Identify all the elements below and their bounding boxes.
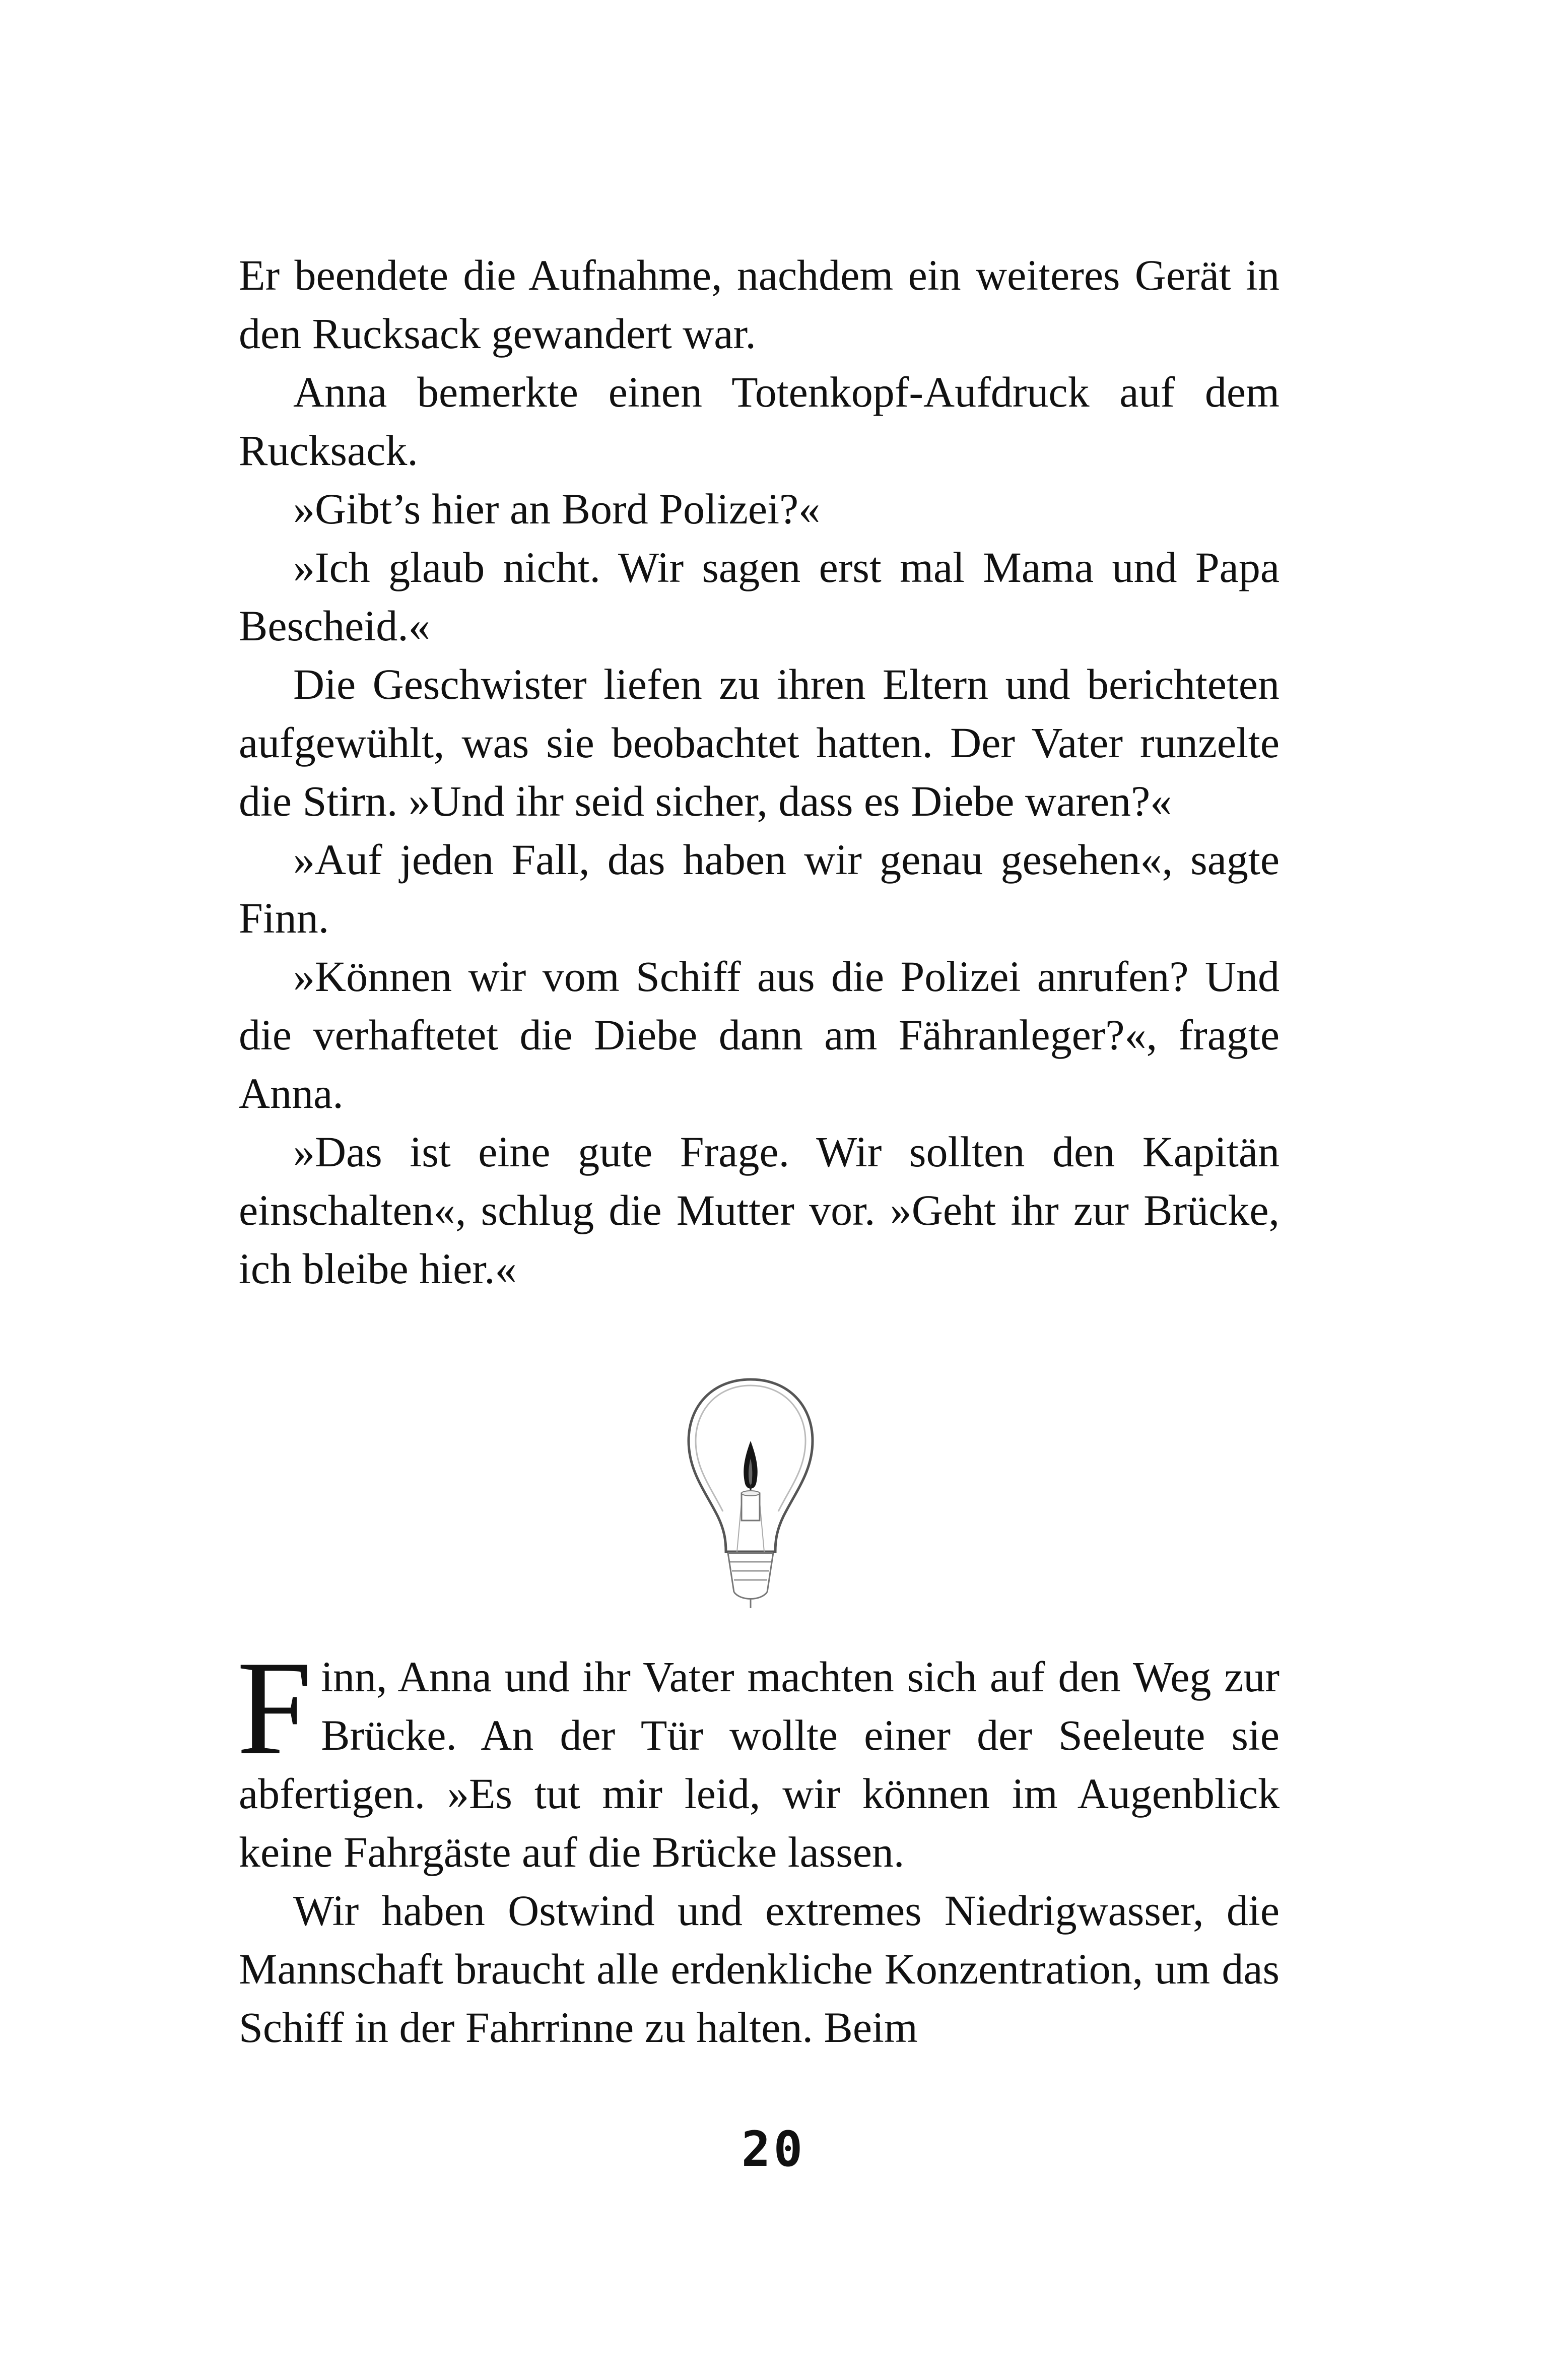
paragraph: »Auf jeden Fall, das haben wir genau gesehen«, sagte Finn. xyxy=(239,835,1280,942)
page-number: 20 xyxy=(741,2121,806,2177)
text-block-bottom xyxy=(237,1633,1280,2057)
paragraph: Die Geschwister liefen zu ihren Eltern und berichteten aufgewühlt, was sie beobachtet hatten. Der Vater runzelte die Stirn. »Und ihr seid sicher, dass es Diebe waren?« xyxy=(239,660,1280,825)
lightbulb-candle-icon xyxy=(678,1370,824,1612)
paragraph: »Können wir vom Schiff aus die Polizei anrufen? Und die verhaftetet die Diebe dann am Fähranleger?«, fragte Anna. xyxy=(239,952,1280,1117)
paragraph: »Gibt’s hier an Bord Polizei?« xyxy=(293,485,821,533)
paragraph: Wir haben Ostwind und extremes Niedrigwasser, die Mannschaft braucht alle erdenkliche Konzentration, um das Schiff in der Fahrrinne zu halten. Beim xyxy=(239,1886,1280,2052)
drop-cap: F xyxy=(237,1633,312,1782)
paragraph-text: inn, Anna und ihr Vater machten sich auf den Weg zur Brücke. An der Tür wollte einer der Seeleute sie abfertigen. »Es tut mir leid, wir können im Augenblick keine Fahrgäste auf die Brücke lassen. xyxy=(239,1652,1280,1876)
paragraph: »Ich glaub nicht. Wir sagen erst mal Mama und Papa Bescheid.« xyxy=(239,543,1280,650)
text-block-top xyxy=(239,246,1280,1298)
paragraph: »Das ist eine gute Frage. Wir sollten den Kapitän einschalten«, schlug die Mutter vor. »Geht ihr zur Brücke, ich bleibe hier.« xyxy=(239,1128,1280,1293)
paragraph: Er beendete die Aufnahme, nachdem ein weiteres Gerät in den Rucksack gewandert war. xyxy=(239,251,1280,358)
paragraph: Anna bemerkte einen Totenkopf-Aufdruck auf dem Rucksack. xyxy=(239,368,1280,475)
chapter-opening-paragraph xyxy=(237,1633,1280,1881)
